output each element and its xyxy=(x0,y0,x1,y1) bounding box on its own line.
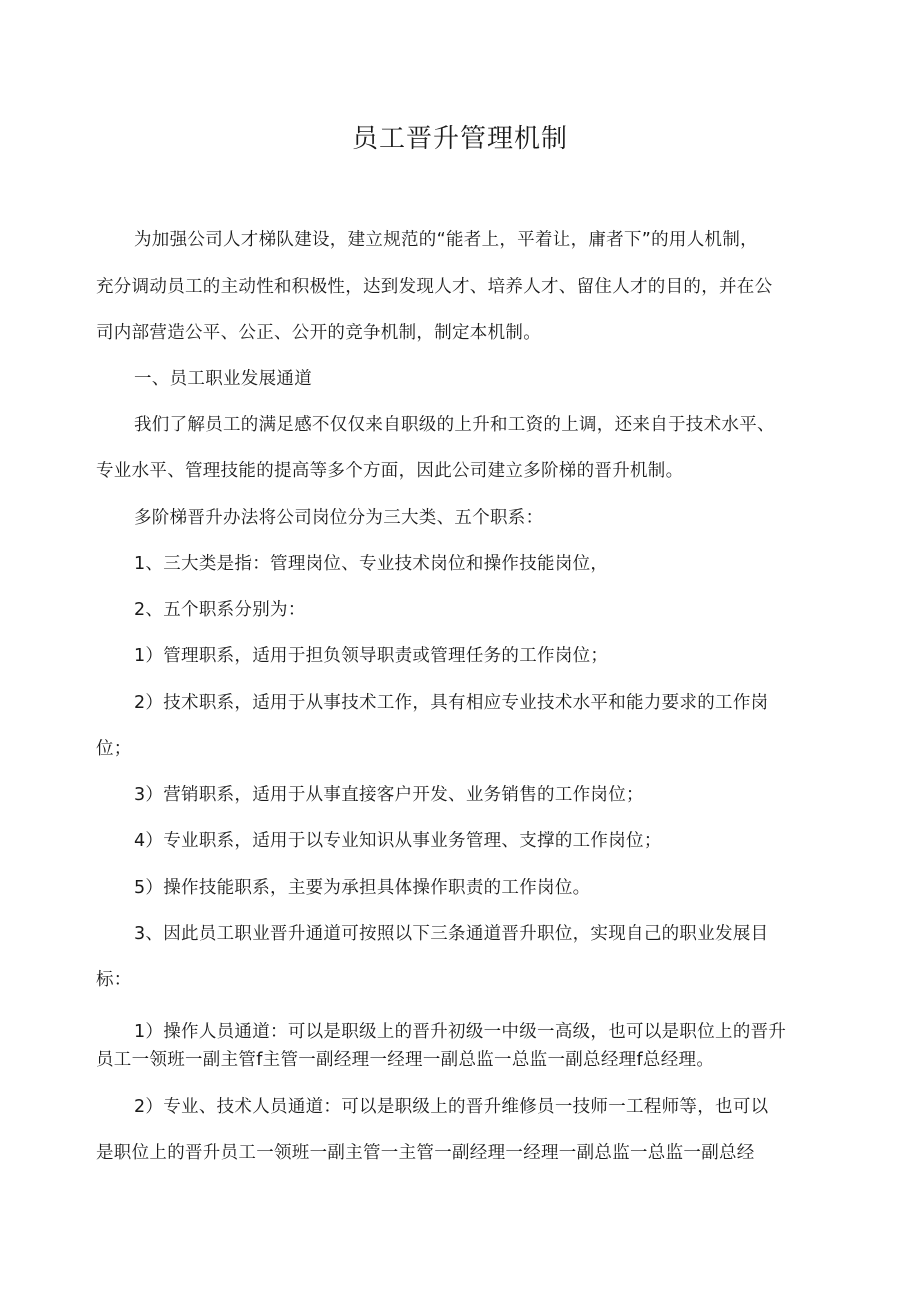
list-item-continuation: 是职位上的晋升员工一领班一副主管一主管一副经理一经理一副总监一总监一副总经 xyxy=(96,1143,755,1163)
section-heading: 一、员工职业发展通道 xyxy=(134,369,312,389)
list-item: 1、三大类是指：管理岗位、专业技术岗位和操作技能岗位， xyxy=(134,554,609,574)
list-item-continuation: 位； xyxy=(96,739,132,759)
list-item: 2）专业、技术人员通道：可以是职级上的晋升维修员一技师一工程师等，也可以 xyxy=(134,1097,769,1117)
list-item: 2）技术职系，适用于从事技术工作，具有相应专业技术水平和能力要求的工作岗 xyxy=(134,693,769,713)
list-item: 5）操作技能职系，主要为承担具体操作职责的工作岗位。 xyxy=(134,878,591,898)
list-item: 1）操作人员通道：可以是职级上的晋升初级一中级一高级，也可以是职位上的晋升 xyxy=(134,1022,787,1042)
paragraph-line: 为加强公司人才梯队建设，建立规范的“能者上，平着让，庸者下”的用人机制， xyxy=(134,230,758,250)
list-item: 3）营销职系，适用于从事直接客户开发、业务销售的工作岗位； xyxy=(134,785,644,805)
paragraph-line: 专业水平、管理技能的提高等多个方面，因此公司建立多阶梯的晋升机制。 xyxy=(96,461,684,481)
paragraph-line: 司内部营造公平、公正、公开的竞争机制，制定本机制。 xyxy=(96,323,541,343)
list-item-continuation: 员工一领班一副主管f主管一副经理一经理一副总监一总监一副总经理f总经理。 xyxy=(96,1050,715,1070)
document-title: 员工晋升管理机制 xyxy=(351,124,568,154)
paragraph-line: 我们了解员工的满足感不仅仅来自职级的上升和工资的上调，还来自于技术水平、 xyxy=(134,415,775,435)
list-item: 3、因此员工职业晋升通道可按照以下三条通道晋升职位，实现自己的职业发展目 xyxy=(134,924,769,944)
list-item: 1）管理职系，适用于担负领导职责或管理任务的工作岗位； xyxy=(134,646,609,666)
paragraph-line: 充分调动员工的主动性和积极性，达到发现人才、培养人才、留住人才的目的，并在公 xyxy=(96,277,773,297)
list-item-continuation: 标： xyxy=(96,970,132,990)
list-item: 2、五个职系分别为： xyxy=(134,600,306,620)
paragraph-line: 多阶梯晋升办法将公司岗位分为三大类、五个职系： xyxy=(134,508,544,528)
list-item: 4）专业职系，适用于以专业知识从事业务管理、支撑的工作岗位； xyxy=(134,831,662,851)
